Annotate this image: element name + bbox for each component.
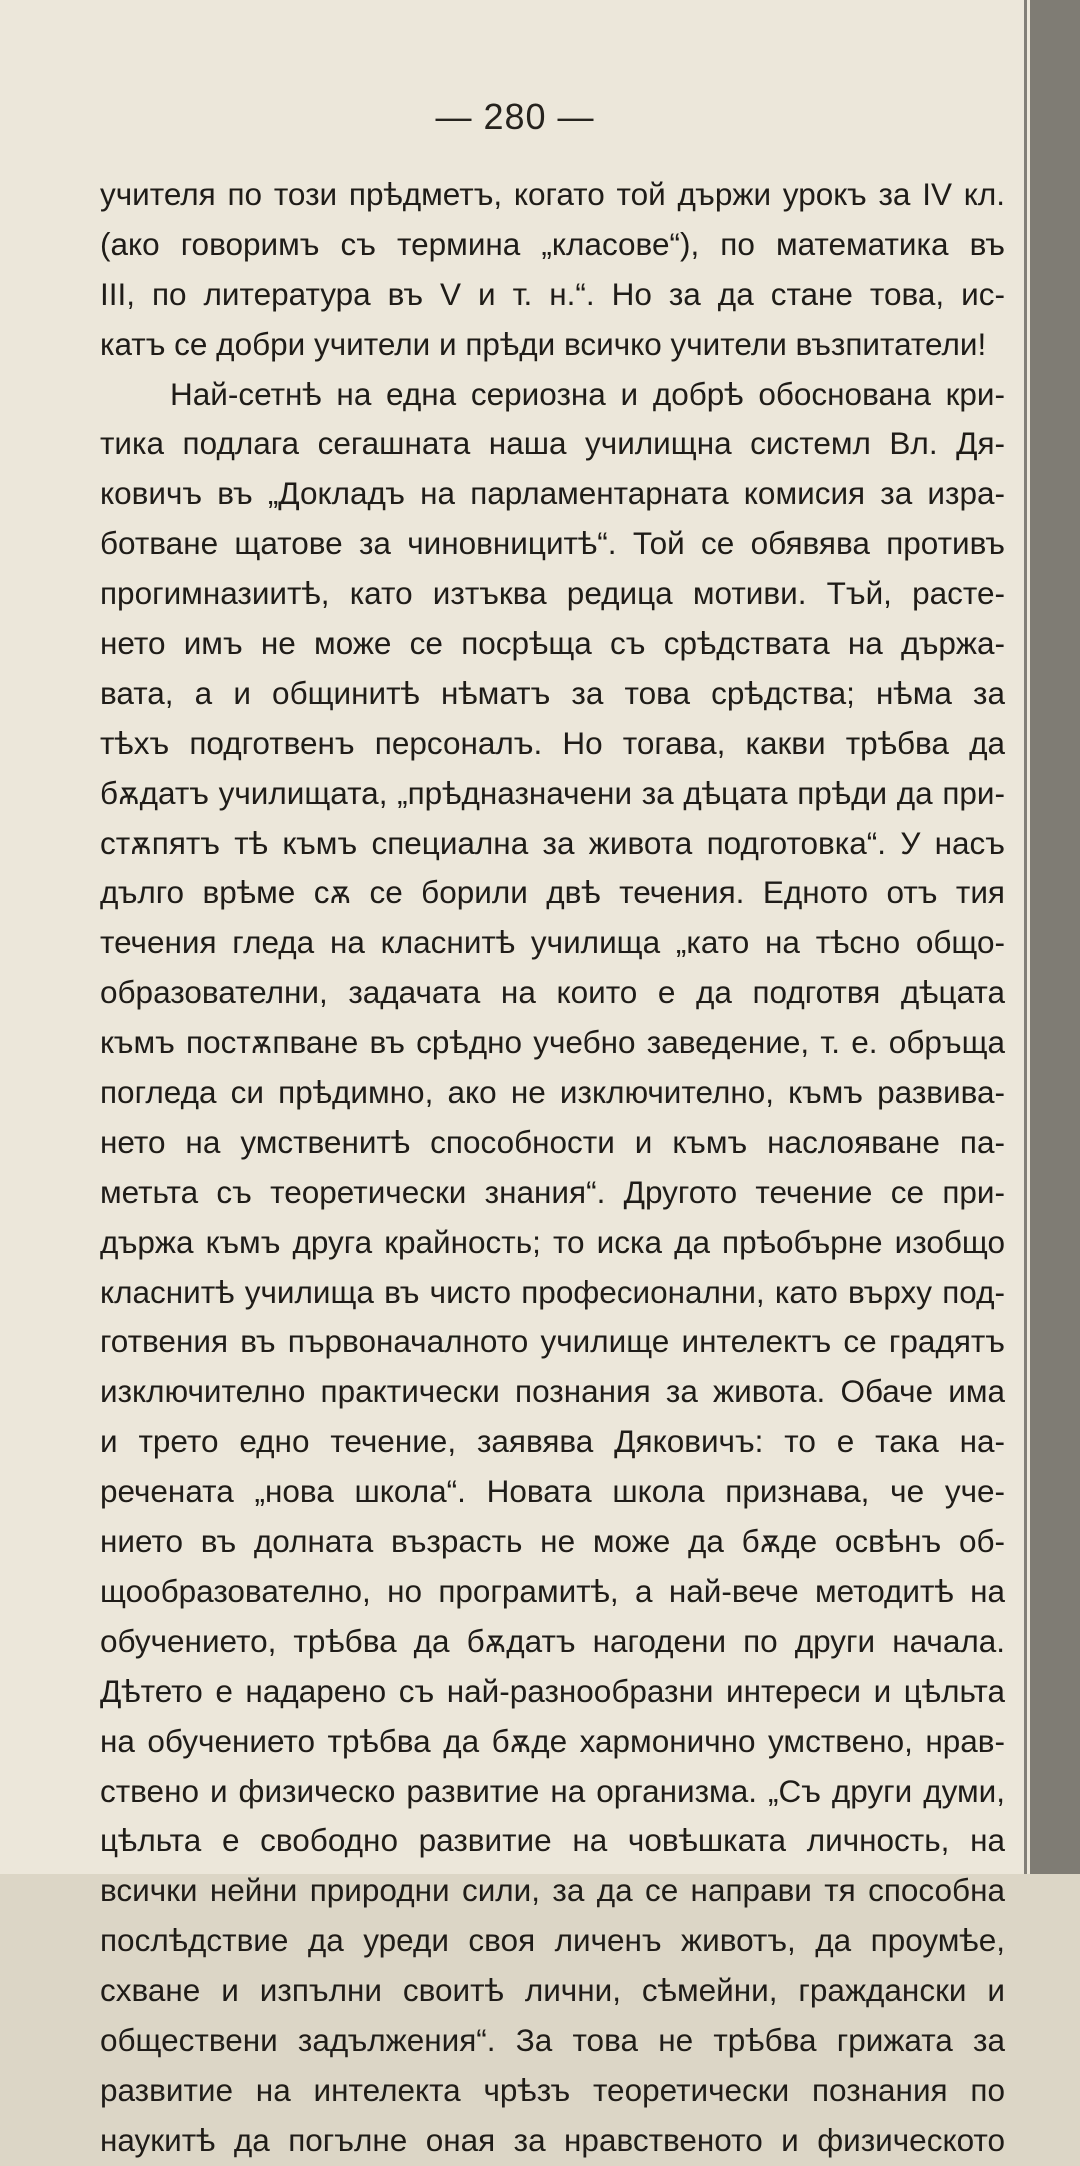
text-line: бѫдатъ училищата, „прѣдназначени за дѣцата прѣди да при- bbox=[100, 774, 1005, 811]
text-line: схване и изпълни своитѣ лични, сѣмейни, граждански и bbox=[100, 1972, 1005, 2009]
text-line: изключително практически познания за живота. Обаче има bbox=[100, 1373, 1005, 1410]
text-line: обучението, трѣбва да бѫдатъ нагодени по други начала. bbox=[100, 1622, 1005, 1659]
text-line: тѣхъ подготвенъ персоналъ. Но тогава, какви трѣбва да bbox=[100, 724, 1005, 761]
text-line: щообразователно, но програмитѣ, а най-вече методитѣ на bbox=[100, 1572, 1005, 1609]
text-line: ковичъ въ „Докладъ на парламентарната комисия за изра- bbox=[100, 475, 1005, 512]
text-line: образователни, задачата на които е да подготвя дѣцата bbox=[100, 974, 1005, 1011]
text-line: държа къмъ друга крайность; то иска да прѣобърне изобщо bbox=[100, 1223, 1005, 1260]
text-line: нето на умственитѣ способности и къмъ наслояване па- bbox=[100, 1123, 1005, 1160]
text-line: вата, а и общинитѣ нѣматъ за това срѣдства; нѣма за bbox=[100, 674, 1005, 711]
text-line: ствено и физическо развитие на организма. „Съ други думи, bbox=[100, 1772, 1005, 1809]
text-line: ботване щатове за чиновницитѣ“. Той се обявява противъ bbox=[100, 525, 1005, 562]
text-line: готвения въ първоначалното училище интелектъ се градятъ bbox=[100, 1323, 1005, 1360]
text-line: обществени задължения“. За това не трѣбва грижата за bbox=[100, 2021, 1005, 2058]
text-line: Дѣтето е надарено съ най-разнообразни интереси и цѣльта bbox=[100, 1672, 1005, 1709]
text-line: цѣльта е свободно развитие на човѣшката личность, на bbox=[100, 1822, 1005, 1859]
text-line: погледа си прѣдимно, ако не изключително, къмъ развива- bbox=[100, 1074, 1005, 1111]
page-edge-line bbox=[1024, 0, 1027, 1874]
text-line: всички нейни природни сили, за да се направи тя способна bbox=[100, 1872, 1005, 1909]
text-line: катъ се добри учители и прѣди всичко учители възпитатели! bbox=[100, 325, 987, 362]
text-line: учителя по този прѣдметъ, когато той държи урокъ за IV кл. bbox=[100, 176, 1005, 212]
text-line: речената „нова школа“. Новата школа признава, че уче- bbox=[100, 1473, 1005, 1510]
text-line: стѫпятъ тѣ къмъ специална за живота подготовка“. У насъ bbox=[100, 824, 1005, 861]
text-line: къмъ постѫпване въ срѣдно учебно заведение, т. е. обръща bbox=[100, 1024, 1005, 1061]
text-line: Най-сетнѣ на една сериозна и добрѣ обоснована кри- bbox=[170, 375, 1005, 412]
text-line: прогимназиитѣ, като изтъква редица мотиви. Тъй, расте- bbox=[100, 575, 1005, 612]
text-line: (ако говоримъ съ термина „класове“), по математика въ bbox=[100, 225, 1005, 262]
text-line: послѣдствие да уреди своя личенъ животъ, да проумѣе, bbox=[100, 1922, 1005, 1959]
text-line: нието въ долната възрасть не може да бѫде освѣнъ об- bbox=[100, 1523, 1005, 1560]
page-number-header: — 280 — bbox=[435, 96, 595, 137]
text-line: развитие на интелекта чрѣзъ теоретически познания по bbox=[100, 2071, 1005, 2108]
text-line: метьта съ теоретически знания“. Другото течение се при- bbox=[100, 1173, 1005, 1210]
body-text bbox=[100, 170, 1005, 2166]
text-line: нето имъ не може се посрѣща съ срѣдствата на държа- bbox=[100, 625, 1005, 662]
text-line: дълго врѣме сѫ се борили двѣ течения. Едното отъ тия bbox=[100, 874, 1005, 911]
text-line: на обучението трѣбва да бѫде хармонично умствено, нрав- bbox=[100, 1722, 1005, 1759]
text-line: течения гледа на класнитѣ училища „като на тѣсно общо- bbox=[100, 924, 1005, 961]
text-line: III, по литература въ V и т. н.“. Но за да стане това, ис- bbox=[100, 275, 1005, 312]
book-gutter bbox=[1030, 0, 1080, 1874]
text-line: класнитѣ училища въ чисто професионални, като върху под- bbox=[100, 1273, 1005, 1310]
text-line: наукитѣ да погълне оная за нравственото и физическото bbox=[100, 2121, 1005, 2158]
text-line: тика подлага сегашната наша училищна системл Вл. Дя- bbox=[100, 425, 1005, 462]
text-line: и трето едно течение, заявява Дяковичъ: то е така на- bbox=[100, 1423, 1005, 1460]
